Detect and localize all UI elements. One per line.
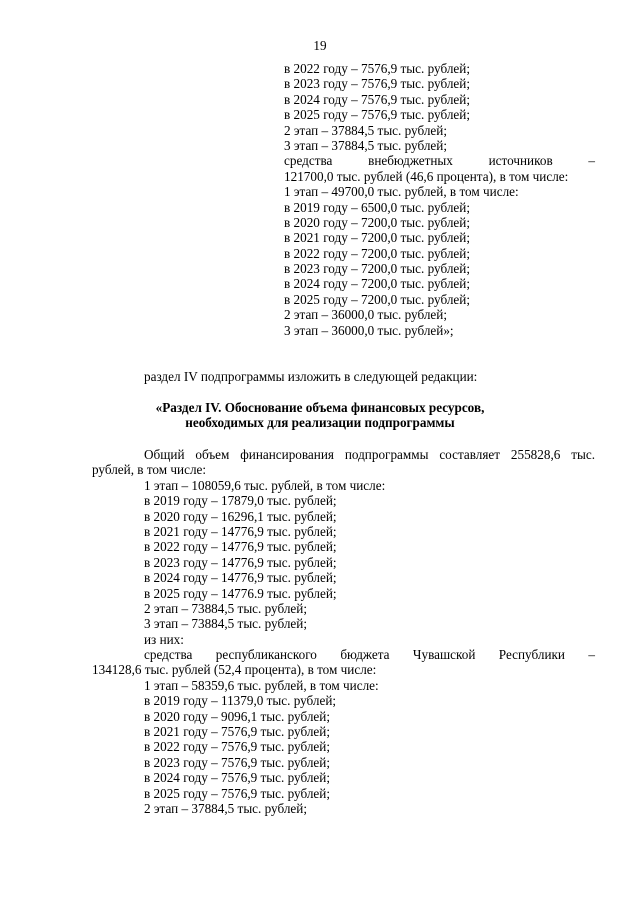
list-item: в 2024 году – 7576,9 тыс. рублей; <box>284 91 470 107</box>
list-item: в 2024 году – 7576,9 тыс. рублей; <box>144 770 330 786</box>
list-item: в 2022 году – 7576,9 тыс. рублей; <box>284 61 470 76</box>
list-item: 1 этап – 108059,6 тыс. рублей, в том числе: <box>144 477 386 493</box>
list-item: в 2019 году – 17879,0 тыс. рублей; <box>144 493 337 509</box>
list-item: из них: <box>144 631 184 647</box>
list-item: в 2025 году – 7200,0 тыс. рублей; <box>284 291 470 307</box>
list-item: в 2023 году – 7576,9 тыс. рублей; <box>144 754 330 770</box>
paragraph-line: средства республиканского бюджета Чувашской Республики – <box>144 647 595 663</box>
list-item: в 2021 году – 14776,9 тыс. рублей; <box>144 523 337 539</box>
list-item: в 2020 году – 9096,1 тыс. рублей; <box>144 708 330 724</box>
list-item: в 2019 году – 11379,0 тыс. рублей; <box>144 693 337 709</box>
list-item: в 2022 году – 14776,9 тыс. рублей; <box>144 539 337 555</box>
list-item: 2 этап – 73884,5 тыс. рублей; <box>144 600 308 616</box>
list-item: в 2025 году – 7576,9 тыс. рублей; <box>284 107 470 123</box>
list-item: 2 этап – 37884,5 тыс. рублей; <box>144 800 308 816</box>
list-item: 1 этап – 49700,0 тыс. рублей, в том числе: <box>284 184 519 200</box>
list-item: в 2023 году – 14776,9 тыс. рублей; <box>144 554 337 570</box>
list-item: в 2020 году – 7200,0 тыс. рублей; <box>284 214 470 230</box>
list-item-justified: средства внебюджетных источников – <box>284 153 595 169</box>
paragraph-line: 134128,6 тыс. рублей (52,4 процента), в том числе: <box>92 662 377 678</box>
list-item: 3 этап – 37884,5 тыс. рублей; <box>284 137 448 153</box>
paragraph-line: Общий объем финансирования подпрограммы составляет 255828,6 тыс. <box>144 447 595 462</box>
list-item: в 2022 году – 7200,0 тыс. рублей; <box>284 245 470 261</box>
list-item: в 2023 году – 7200,0 тыс. рублей; <box>284 261 470 277</box>
list-item: в 2022 году – 7576,9 тыс. рублей; <box>144 739 330 755</box>
amendment-intro: раздел IV подпрограммы изложить в следующей редакции: <box>144 369 478 384</box>
list-item: в 2024 году – 7200,0 тыс. рублей; <box>284 276 470 292</box>
section-heading-line-2: необходимых для реализации подпрограммы <box>185 415 455 431</box>
list-item: 3 этап – 36000,0 тыс. рублей»; <box>284 322 454 338</box>
paragraph-line: рублей, в том числе: <box>92 462 207 478</box>
list-item: в 2025 году – 7576,9 тыс. рублей; <box>144 785 330 801</box>
list-item: в 2023 году – 7576,9 тыс. рублей; <box>284 76 470 92</box>
list-item: 3 этап – 73884,5 тыс. рублей; <box>144 616 308 632</box>
list-item: 1 этап – 58359,6 тыс. рублей, в том числе: <box>144 677 379 693</box>
section-heading-line-1: «Раздел IV. Обоснование объема финансовых ресурсов, <box>155 400 485 415</box>
page-number: 19 <box>313 38 327 53</box>
list-item: в 2025 году – 14776.9 тыс. рублей; <box>144 585 337 601</box>
section-heading <box>60 400 580 431</box>
list-item: 2 этап – 37884,5 тыс. рублей; <box>284 122 448 138</box>
top-funding-list <box>284 61 595 338</box>
section-body <box>92 447 595 816</box>
list-item: в 2024 году – 14776,9 тыс. рублей; <box>144 570 337 586</box>
list-item: в 2019 году – 6500,0 тыс. рублей; <box>284 199 470 215</box>
list-item: 121700,0 тыс. рублей (46,6 процента), в том числе: <box>284 168 569 184</box>
list-item: в 2021 году – 7200,0 тыс. рублей; <box>284 230 470 246</box>
list-item: в 2021 году – 7576,9 тыс. рублей; <box>144 724 330 740</box>
list-item: 2 этап – 36000,0 тыс. рублей; <box>284 307 448 323</box>
list-item: в 2020 году – 16296,1 тыс. рублей; <box>144 508 337 524</box>
